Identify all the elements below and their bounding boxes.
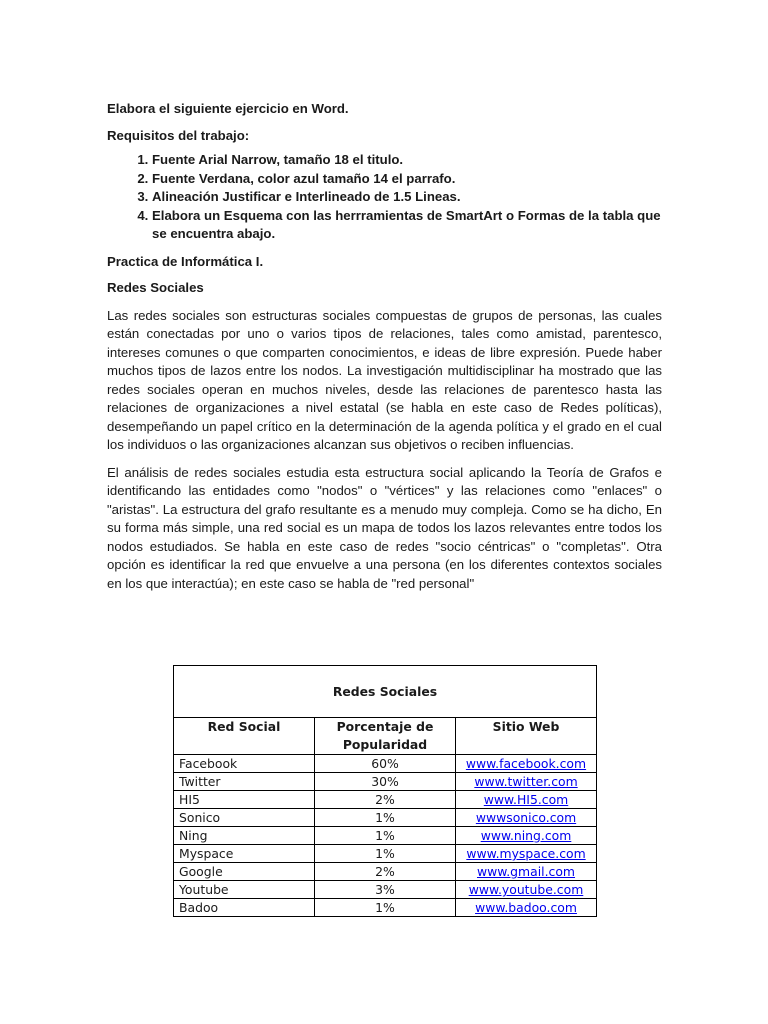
network-name-cell: Twitter [174, 773, 315, 791]
website-cell [456, 899, 597, 917]
table-title: Redes Sociales [174, 666, 597, 718]
website-link[interactable]: www.HI5.com [483, 792, 569, 807]
document-body [107, 100, 662, 593]
instruction-heading: Elabora el siguiente ejercicio en Word. [107, 101, 349, 116]
table-row [174, 773, 597, 791]
website-cell [456, 773, 597, 791]
website-cell [456, 809, 597, 827]
website-link[interactable]: www.badoo.com [475, 900, 577, 915]
table-row [174, 809, 597, 827]
website-cell [456, 845, 597, 863]
website-link[interactable]: www.ning.com [480, 828, 572, 843]
network-name-cell: Ning [174, 827, 315, 845]
network-name-cell: Sonico [174, 809, 315, 827]
table-row [174, 755, 597, 773]
requirements-list [107, 151, 662, 244]
table-row [174, 791, 597, 809]
section-title: Redes Sociales [107, 280, 204, 295]
popularity-cell: 2% [315, 863, 456, 881]
website-cell [456, 827, 597, 845]
network-name-cell: Badoo [174, 899, 315, 917]
website-cell [456, 881, 597, 899]
network-name-cell: Facebook [174, 755, 315, 773]
popularity-cell: 1% [315, 845, 456, 863]
popularity-cell: 1% [315, 899, 456, 917]
requirements-heading: Requisitos del trabajo: [107, 127, 250, 143]
popularity-cell: 2% [315, 791, 456, 809]
list-item: 3. Alineación Justificar e Interlineado de 1.5 Lineas. [152, 188, 662, 207]
table-row [174, 899, 597, 917]
column-header-porcentaje: Porcentaje de Popularidad [315, 718, 456, 755]
network-name-cell: Google [174, 863, 315, 881]
website-link[interactable]: wwwsonico.com [475, 810, 577, 825]
website-link[interactable]: www.facebook.com [465, 756, 587, 771]
website-cell [456, 755, 597, 773]
network-name-cell: Myspace [174, 845, 315, 863]
table-row [174, 845, 597, 863]
website-link[interactable]: www.gmail.com [476, 864, 576, 879]
list-item: 4. Elabora un Esquema con las herrramientas de SmartArt o Formas de la tabla que se encuentra abajo. [152, 207, 662, 244]
popularity-cell: 1% [315, 827, 456, 845]
popularity-cell: 3% [315, 881, 456, 899]
paragraph-1: Las redes sociales son estructuras sociales compuestas de grupos de personas, las cuales están conectadas por uno o varios tipos de relaciones, tales como amistad, parentesco, intereses comunes o que comparten conocimientos, e ideas de libre expresión. Puede haber muchos tipos de lazos entre los nodos. La investigación multidisciplinar ha mostrado que las redes sociales operan en muchos niveles, desde las relaciones de parentesco hasta las relaciones de organizaciones a nivel estatal (se habla en este caso de Redes políticas), desempeñando un papel crítico en la determinación de la agenda política y el grado en el cual los individuos o las organizaciones alcanzan sus objetivos o reciben influencias. [107, 307, 662, 452]
website-link[interactable]: www.youtube.com [468, 882, 584, 897]
column-header-sitio-web: Sitio Web [456, 718, 597, 755]
website-cell [456, 863, 597, 881]
paragraph-2: El análisis de redes sociales estudia esta estructura social aplicando la Teoría de Grafos e identificando las entidades como "nodos" o "vértices" y las relaciones como "enlaces" o "aristas". La estructura del grafo resultante es a menudo muy compleja. Como se ha dicho, En su forma más simple, una red social es un mapa de todos los lazos relevantes entre todos los nodos estudiados. Se habla en este caso de redes "socio céntricas" o "completas". Otra opción es identificar la red que envuelve a una persona (en los diferentes contextos sociales en los que interactúa); en este caso se habla de "red personal" [107, 464, 662, 591]
list-item: 2. Fuente Verdana, color azul tamaño 14 el parrafo. [152, 170, 662, 189]
popularity-cell: 1% [315, 809, 456, 827]
table-row [174, 863, 597, 881]
column-header-red-social: Red Social [174, 718, 315, 755]
popularity-cell: 60% [315, 755, 456, 773]
table-row [174, 881, 597, 899]
social-networks-table [173, 665, 597, 917]
website-link[interactable]: www.twitter.com [474, 774, 578, 789]
list-item: 1. Fuente Arial Narrow, tamaño 18 el titulo. [152, 151, 662, 170]
network-name-cell: Youtube [174, 881, 315, 899]
table-row [174, 827, 597, 845]
practice-title: Practica de Informática I. [107, 253, 264, 269]
network-name-cell: HI5 [174, 791, 315, 809]
website-link[interactable]: www.myspace.com [466, 846, 586, 861]
website-cell [456, 791, 597, 809]
popularity-cell: 30% [315, 773, 456, 791]
table-header-row [174, 718, 597, 755]
